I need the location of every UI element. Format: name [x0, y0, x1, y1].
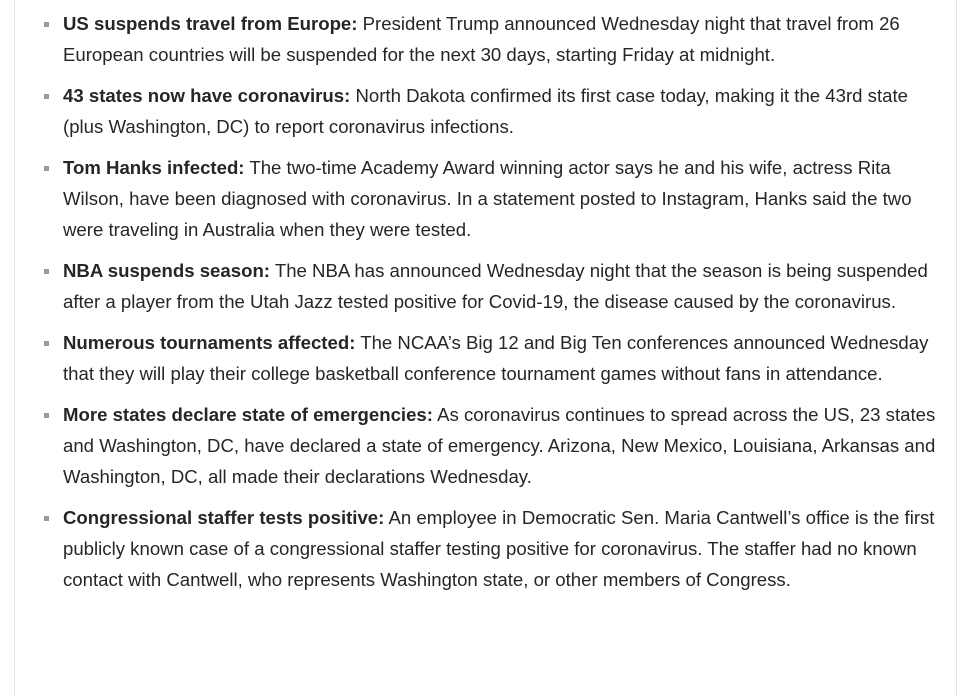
list-item [63, 255, 943, 317]
list-item [63, 399, 943, 492]
list-item [63, 8, 943, 70]
bullet-text: North Dakota confirmed its first case today, making it the 43rd state (plus Washington, DC) to report coronavirus infections. [63, 85, 908, 137]
bullet-text: As coronavirus continues to spread across the US, 23 states and Washington, DC, have declared a state of emergency. Arizona, New Mexico, Louisiana, Arkansas and Washington, DC, all made their declarations Wednesday. [63, 404, 936, 487]
article-body [14, 0, 957, 697]
bullet-lead: NBA suspends season: [63, 260, 270, 281]
list-item [63, 80, 943, 142]
bullet-lead: US suspends travel from Europe: [63, 13, 358, 34]
bullet-text: The two-time Academy Award winning actor says he and his wife, actress Rita Wilson, have been diagnosed with coronavirus. In a statement posted to Instagram, Hanks said the two were traveling in Australia when they were tested. [63, 157, 912, 240]
bullet-lead: Numerous tournaments affected: [63, 332, 356, 353]
bullet-lead: 43 states now have coronavirus: [63, 85, 351, 106]
bullet-lead: More states declare state of emergencies: [63, 404, 433, 425]
bullet-text: An employee in Democratic Sen. Maria Cantwell’s office is the first publicly known case of a congressional staffer testing positive for coronavirus. The staffer had no known contact with Cantwell, who represents Washington state, or other members of Congress. [63, 507, 935, 590]
bullet-lead: Congressional staffer tests positive: [63, 507, 385, 528]
bullet-text: The NCAA’s Big 12 and Big Ten conferences announced Wednesday that they will play their college basketball conference tournament games without fans in attendance. [63, 332, 929, 384]
list-item [63, 502, 943, 595]
bullet-text: The NBA has announced Wednesday night that the season is being suspended after a player from the Utah Jazz tested positive for Covid-19, the disease caused by the coronavirus. [63, 260, 928, 312]
news-bullet-list [63, 8, 943, 605]
bullet-lead: Tom Hanks infected: [63, 157, 245, 178]
list-item [63, 152, 943, 245]
bullet-text: President Trump announced Wednesday night that travel from 26 European countries will be suspended for the next 30 days, starting Friday at midnight. [63, 13, 900, 65]
list-item [63, 327, 943, 389]
